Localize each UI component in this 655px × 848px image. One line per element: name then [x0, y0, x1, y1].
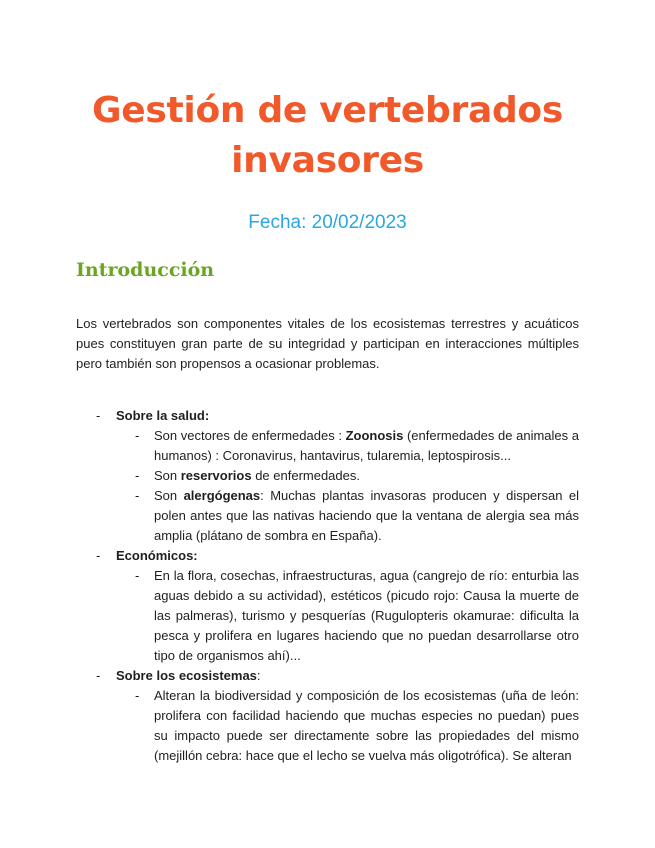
bullet-dash: -: [96, 408, 101, 423]
bullet-dash: -: [135, 568, 140, 583]
intro-paragraph: Los vertebrados son componentes vitales de los ecosistemas terrestres y acuáticos pues constituyen gran parte de su integridad y participan en interacciones múltiples pero también son propensos a ocasionar problemas.: [76, 316, 579, 371]
item-title: Sobre la salud:: [116, 408, 210, 423]
sub-bold: reservorios: [180, 468, 252, 483]
bullet-dash: -: [135, 488, 140, 503]
bullet-dash: -: [135, 468, 140, 483]
item-title: Sobre los ecosistemas: [116, 668, 257, 683]
sub-bold: Zoonosis: [345, 428, 404, 443]
bullet-list: [76, 406, 579, 766]
bullet-dash: -: [135, 688, 140, 703]
sub-text: Son: [154, 468, 181, 483]
item-title: Económicos:: [116, 548, 198, 563]
document-title: Gestión de vertebrados invasores: [92, 90, 563, 181]
sub-text: En la flora, cosechas, infraestructuras, agua (cangrejo de río: enturbia las aguas debido a su actividad), estéticos (picudo rojo: Causa la muerte de las palmeras), turismo y pesquerías (Rugulopteris okamurae: dificulta la pesca y prolifera en lugares haciendo que no puedan desarrollarse otro tipo de organismos ahí)...: [154, 568, 579, 663]
bullet-dash: -: [96, 668, 101, 683]
list-item-salud: [76, 406, 579, 546]
sub-item: [76, 466, 579, 486]
item-title-suffix: :: [256, 668, 261, 683]
bullet-dash: -: [96, 548, 101, 563]
document-date: Fecha: 20/02/2023: [248, 212, 407, 233]
list-item-economicos: [76, 546, 579, 666]
sub-item: [76, 686, 579, 766]
sub-item: [76, 566, 579, 666]
bullet-dash: -: [135, 428, 140, 443]
sub-text: : Muchas plantas invasoras producen y dispersan el polen antes que las nativas haciendo que la ventana de alergia sea más amplia (plátano de sombra en España).: [154, 488, 579, 543]
sub-text: de enfermedades.: [251, 468, 360, 483]
sub-text: Son: [154, 488, 184, 503]
sub-item: [76, 426, 579, 466]
sub-text: Son vectores de enfermedades :: [154, 428, 346, 443]
sub-item: [76, 486, 579, 546]
list-item-ecosistemas: [76, 666, 579, 766]
sub-text: (enfermedades de animales a humanos) : Coronavirus, hantavirus, tularemia, leptospirosis...: [154, 428, 579, 463]
sub-text: Alteran la biodiversidad y composición de los ecosistemas (uña de león: prolifera con facilidad haciendo que muchas especies no puedan) pues su impacto puede ser directamente sobre las propiedades del mismo (mejillón cebra: hace que el lecho se vuelva más oligotrófica). Se alteran: [154, 688, 579, 763]
section-heading: Introducción: [76, 259, 215, 281]
sub-bold: alergógenas: [183, 488, 261, 503]
